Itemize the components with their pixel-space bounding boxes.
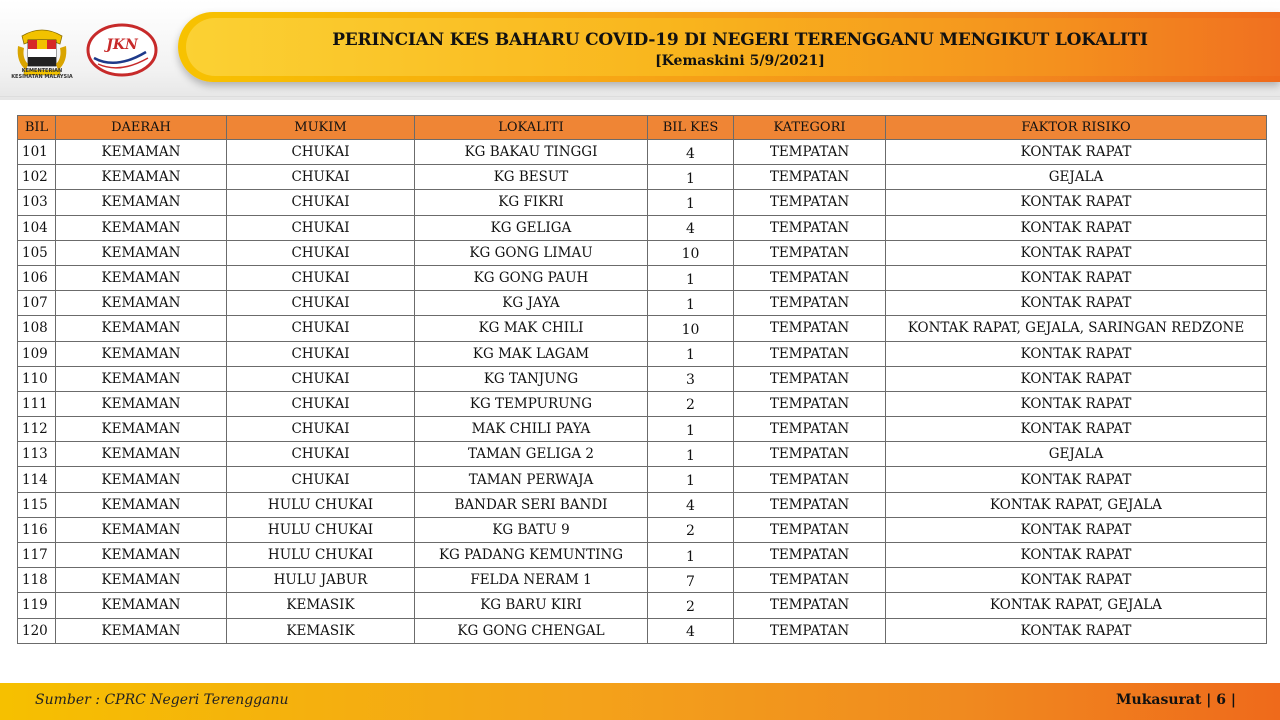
table-row xyxy=(18,265,1267,290)
table-header-row xyxy=(18,116,1267,140)
cell-faktor-risiko: KONTAK RAPAT xyxy=(886,240,1267,265)
cell-daerah: KEMAMAN xyxy=(56,391,227,416)
cell-mukim: CHUKAI xyxy=(227,442,415,467)
cell-bil: 111 xyxy=(18,391,56,416)
cell-mukim: CHUKAI xyxy=(227,215,415,240)
cell-faktor-risiko: KONTAK RAPAT xyxy=(886,341,1267,366)
cell-faktor-risiko: KONTAK RAPAT xyxy=(886,391,1267,416)
cell-daerah: KEMAMAN xyxy=(56,316,227,341)
cell-daerah: KEMAMAN xyxy=(56,366,227,391)
cell-daerah: KEMAMAN xyxy=(56,215,227,240)
cell-lokaliti: KG BAKAU TINGGI xyxy=(415,140,648,165)
cell-bil: 104 xyxy=(18,215,56,240)
jkn-logo xyxy=(86,22,158,78)
cell-bil-kes: 1 xyxy=(648,265,734,290)
cell-faktor-risiko: GEJALA xyxy=(886,442,1267,467)
table-body xyxy=(18,140,1267,644)
cell-daerah: KEMAMAN xyxy=(56,442,227,467)
cell-kategori: TEMPATAN xyxy=(734,341,886,366)
cell-mukim: HULU JABUR xyxy=(227,568,415,593)
cell-bil-kes: 10 xyxy=(648,240,734,265)
cell-bil-kes: 3 xyxy=(648,366,734,391)
cell-daerah: KEMAMAN xyxy=(56,240,227,265)
cell-bil: 112 xyxy=(18,417,56,442)
table-row xyxy=(18,291,1267,316)
cell-bil-kes: 1 xyxy=(648,291,734,316)
cell-bil: 118 xyxy=(18,568,56,593)
cell-daerah: KEMAMAN xyxy=(56,417,227,442)
table-row xyxy=(18,467,1267,492)
cell-bil-kes: 4 xyxy=(648,492,734,517)
cell-daerah: KEMAMAN xyxy=(56,467,227,492)
table-row xyxy=(18,316,1267,341)
cell-mukim: CHUKAI xyxy=(227,265,415,290)
cell-lokaliti: BANDAR SERI BANDI xyxy=(415,492,648,517)
cell-daerah: KEMAMAN xyxy=(56,492,227,517)
cell-kategori: TEMPATAN xyxy=(734,517,886,542)
cell-mukim: KEMASIK xyxy=(227,593,415,618)
header-divider xyxy=(0,96,1280,97)
cell-bil-kes: 2 xyxy=(648,593,734,618)
cell-lokaliti: KG MAK LAGAM xyxy=(415,341,648,366)
column-header-bil-kes: BIL KES xyxy=(648,116,734,140)
cell-bil: 101 xyxy=(18,140,56,165)
table-row xyxy=(18,190,1267,215)
cell-kategori: TEMPATAN xyxy=(734,215,886,240)
column-header-lokaliti: LOKALITI xyxy=(415,116,648,140)
cell-daerah: KEMAMAN xyxy=(56,593,227,618)
cell-kategori: TEMPATAN xyxy=(734,492,886,517)
cell-kategori: TEMPATAN xyxy=(734,291,886,316)
cell-faktor-risiko: KONTAK RAPAT xyxy=(886,265,1267,290)
cell-lokaliti: KG MAK CHILI xyxy=(415,316,648,341)
cell-bil-kes: 4 xyxy=(648,618,734,643)
cell-faktor-risiko: KONTAK RAPAT xyxy=(886,618,1267,643)
cell-faktor-risiko: KONTAK RAPAT xyxy=(886,366,1267,391)
cell-kategori: TEMPATAN xyxy=(734,618,886,643)
cell-lokaliti: KG TANJUNG xyxy=(415,366,648,391)
table-row xyxy=(18,492,1267,517)
cell-mukim: CHUKAI xyxy=(227,165,415,190)
page-subtitle: [Kemaskini 5/9/2021] xyxy=(655,53,825,69)
column-header-kategori: KATEGORI xyxy=(734,116,886,140)
cell-bil-kes: 10 xyxy=(648,316,734,341)
cell-bil: 120 xyxy=(18,618,56,643)
cell-lokaliti: KG FIKRI xyxy=(415,190,648,215)
cell-kategori: TEMPATAN xyxy=(734,265,886,290)
cell-bil-kes: 4 xyxy=(648,140,734,165)
cell-bil-kes: 4 xyxy=(648,215,734,240)
cell-bil: 117 xyxy=(18,543,56,568)
locality-cases-table xyxy=(17,115,1267,644)
cell-faktor-risiko: KONTAK RAPAT, GEJALA xyxy=(886,492,1267,517)
table-row xyxy=(18,442,1267,467)
cell-kategori: TEMPATAN xyxy=(734,593,886,618)
cell-bil: 108 xyxy=(18,316,56,341)
cell-daerah: KEMAMAN xyxy=(56,568,227,593)
cell-faktor-risiko: KONTAK RAPAT xyxy=(886,543,1267,568)
cell-daerah: KEMAMAN xyxy=(56,543,227,568)
cell-faktor-risiko: KONTAK RAPAT xyxy=(886,467,1267,492)
cell-daerah: KEMAMAN xyxy=(56,341,227,366)
cell-bil-kes: 1 xyxy=(648,417,734,442)
table-row xyxy=(18,618,1267,643)
source-note: Sumber : CPRC Negeri Terengganu xyxy=(35,692,289,708)
cell-kategori: TEMPATAN xyxy=(734,366,886,391)
table-row xyxy=(18,140,1267,165)
cell-lokaliti: KG BESUT xyxy=(415,165,648,190)
cell-faktor-risiko: KONTAK RAPAT xyxy=(886,568,1267,593)
cell-bil-kes: 2 xyxy=(648,517,734,542)
cell-daerah: KEMAMAN xyxy=(56,517,227,542)
table-row xyxy=(18,568,1267,593)
table-row xyxy=(18,215,1267,240)
cell-mukim: CHUKAI xyxy=(227,316,415,341)
cell-mukim: CHUKAI xyxy=(227,341,415,366)
cell-lokaliti: KG JAYA xyxy=(415,291,648,316)
cell-faktor-risiko: KONTAK RAPAT xyxy=(886,215,1267,240)
cell-kategori: TEMPATAN xyxy=(734,442,886,467)
cell-mukim: CHUKAI xyxy=(227,391,415,416)
column-header-mukim: MUKIM xyxy=(227,116,415,140)
cell-daerah: KEMAMAN xyxy=(56,140,227,165)
cell-bil: 107 xyxy=(18,291,56,316)
cell-bil: 114 xyxy=(18,467,56,492)
cell-bil: 103 xyxy=(18,190,56,215)
cell-mukim: CHUKAI xyxy=(227,467,415,492)
cell-mukim: HULU CHUKAI xyxy=(227,517,415,542)
cell-bil-kes: 1 xyxy=(648,543,734,568)
cell-kategori: TEMPATAN xyxy=(734,568,886,593)
cell-mukim: KEMASIK xyxy=(227,618,415,643)
cell-kategori: TEMPATAN xyxy=(734,391,886,416)
cell-kategori: TEMPATAN xyxy=(734,240,886,265)
cell-bil: 119 xyxy=(18,593,56,618)
cell-mukim: HULU CHUKAI xyxy=(227,543,415,568)
cell-daerah: KEMAMAN xyxy=(56,618,227,643)
column-header-faktor-risiko: FAKTOR RISIKO xyxy=(886,116,1267,140)
cell-bil-kes: 1 xyxy=(648,442,734,467)
cell-lokaliti: TAMAN PERWAJA xyxy=(415,467,648,492)
cell-mukim: CHUKAI xyxy=(227,366,415,391)
cell-bil: 102 xyxy=(18,165,56,190)
cell-faktor-risiko: KONTAK RAPAT xyxy=(886,190,1267,215)
cell-bil-kes: 7 xyxy=(648,568,734,593)
page-number: Mukasurat | 6 | xyxy=(1116,692,1236,708)
cell-lokaliti: KG GONG PAUH xyxy=(415,265,648,290)
cell-lokaliti: KG GONG LIMAU xyxy=(415,240,648,265)
cell-lokaliti: KG PADANG KEMUNTING xyxy=(415,543,648,568)
cell-bil-kes: 1 xyxy=(648,190,734,215)
cell-kategori: TEMPATAN xyxy=(734,165,886,190)
cell-kategori: TEMPATAN xyxy=(734,316,886,341)
jkn-logo-text: JKN xyxy=(106,37,138,53)
cell-bil: 106 xyxy=(18,265,56,290)
table-row xyxy=(18,366,1267,391)
cell-kategori: TEMPATAN xyxy=(734,140,886,165)
cell-mukim: CHUKAI xyxy=(227,417,415,442)
cell-bil-kes: 1 xyxy=(648,467,734,492)
cell-bil: 105 xyxy=(18,240,56,265)
cell-faktor-risiko: KONTAK RAPAT xyxy=(886,417,1267,442)
cell-daerah: KEMAMAN xyxy=(56,265,227,290)
cell-faktor-risiko: KONTAK RAPAT xyxy=(886,291,1267,316)
cell-faktor-risiko: KONTAK RAPAT xyxy=(886,140,1267,165)
cell-lokaliti: KG TEMPURUNG xyxy=(415,391,648,416)
cell-daerah: KEMAMAN xyxy=(56,165,227,190)
cell-kategori: TEMPATAN xyxy=(734,417,886,442)
page-title: PERINCIAN KES BAHARU COVID-19 DI NEGERI TERENGGANU MENGIKUT LOKALITI xyxy=(332,30,1148,50)
cell-bil: 115 xyxy=(18,492,56,517)
cell-bil: 116 xyxy=(18,517,56,542)
table-row xyxy=(18,341,1267,366)
cell-lokaliti: MAK CHILI PAYA xyxy=(415,417,648,442)
cell-kategori: TEMPATAN xyxy=(734,543,886,568)
table-row xyxy=(18,391,1267,416)
cell-mukim: CHUKAI xyxy=(227,240,415,265)
cell-kategori: TEMPATAN xyxy=(734,190,886,215)
cell-mukim: HULU CHUKAI xyxy=(227,492,415,517)
table-row xyxy=(18,517,1267,542)
cell-daerah: KEMAMAN xyxy=(56,291,227,316)
cell-mukim: CHUKAI xyxy=(227,291,415,316)
table-row xyxy=(18,240,1267,265)
table-row xyxy=(18,543,1267,568)
cell-bil-kes: 2 xyxy=(648,391,734,416)
cell-faktor-risiko: KONTAK RAPAT xyxy=(886,517,1267,542)
cell-daerah: KEMAMAN xyxy=(56,190,227,215)
cell-mukim: CHUKAI xyxy=(227,140,415,165)
cell-lokaliti: FELDA NERAM 1 xyxy=(415,568,648,593)
cell-lokaliti: KG BATU 9 xyxy=(415,517,648,542)
cell-kategori: TEMPATAN xyxy=(734,467,886,492)
cell-faktor-risiko: GEJALA xyxy=(886,165,1267,190)
cell-bil: 109 xyxy=(18,341,56,366)
cell-lokaliti: KG GONG CHENGAL xyxy=(415,618,648,643)
cell-lokaliti: TAMAN GELIGA 2 xyxy=(415,442,648,467)
table-row xyxy=(18,593,1267,618)
cell-bil: 110 xyxy=(18,366,56,391)
cell-lokaliti: KG BARU KIRI xyxy=(415,593,648,618)
cell-faktor-risiko: KONTAK RAPAT, GEJALA xyxy=(886,593,1267,618)
cell-mukim: CHUKAI xyxy=(227,190,415,215)
cell-bil-kes: 1 xyxy=(648,165,734,190)
table-row xyxy=(18,417,1267,442)
column-header-daerah: DAERAH xyxy=(56,116,227,140)
cell-lokaliti: KG GELIGA xyxy=(415,215,648,240)
cell-bil: 113 xyxy=(18,442,56,467)
cell-faktor-risiko: KONTAK RAPAT, GEJALA, SARINGAN REDZONE xyxy=(886,316,1267,341)
table-row xyxy=(18,165,1267,190)
cell-bil-kes: 1 xyxy=(648,341,734,366)
kkm-logo-caption: KEMENTERIAN KESIHATAN MALAYSIA xyxy=(11,68,73,80)
column-header-bil: BIL xyxy=(18,116,56,140)
